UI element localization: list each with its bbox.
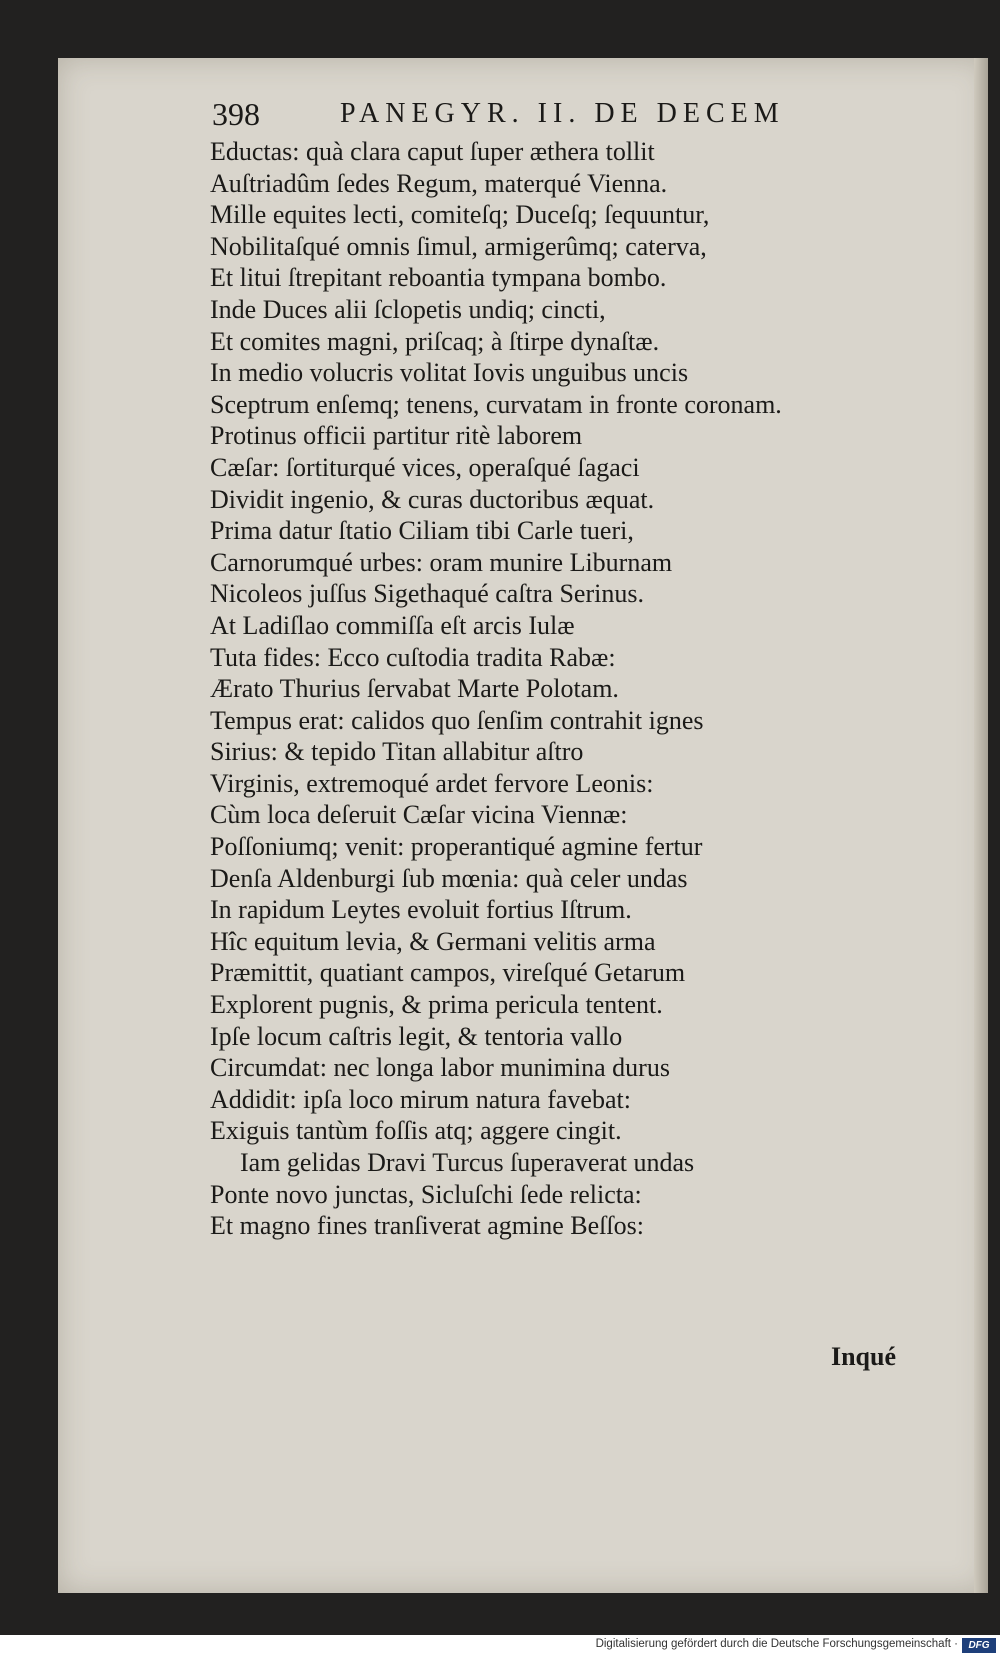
verse-line: Sceptrum enſemq; tenens, curvatam in fronte coronam. xyxy=(210,389,782,419)
page-edge xyxy=(974,58,988,1593)
poem-text xyxy=(210,136,930,1242)
verse-line: Cæſar: ſortiturqué vices, operaſqué ſagaci xyxy=(210,452,640,482)
verse-line: In rapidum Leytes evoluit fortius Iſtrum. xyxy=(210,895,632,925)
verse-line: At Ladiſlao commiſſa eſt arcis Iulæ xyxy=(210,610,575,640)
verse-line: Virginis, extremoqué ardet fervore Leonis: xyxy=(210,768,654,798)
running-title: PANEGYR. II. DE DECEM xyxy=(340,98,785,129)
verse-line: Hîc equitum levia, & Germani velitis arma xyxy=(210,926,656,956)
dfg-logo: DFG xyxy=(962,1638,996,1653)
verse-line: Ponte novo junctas, Sicluſchi ſede relicta: xyxy=(210,1179,642,1209)
verse-line: Denſa Aldenburgi ſub mœnia: quà celer undas xyxy=(210,863,688,893)
verse-line: Nicoleos juſſus Sigethaqué caſtra Serinus. xyxy=(210,579,644,609)
verse-line: Mille equites lecti, comiteſq; Duceſq; ſequuntur, xyxy=(210,200,710,230)
verse-line: Præmittit, quatiant campos, vireſqué Getarum xyxy=(210,958,686,988)
verse-line: Et comites magni, priſcaq; à ſtirpe dynaſtæ. xyxy=(210,326,660,356)
verse-line: Exiguis tantùm foſſis atq; aggere cingit. xyxy=(210,1116,622,1146)
verse-line: Et litui ſtrepitant reboantia tympana bombo. xyxy=(210,263,667,293)
verse-line: Tuta fides: Ecco cuſtodia tradita Rabæ: xyxy=(210,642,616,672)
verse-line: Dividit ingenio, & curas ductoribus æquat. xyxy=(210,484,655,514)
verse-line: In medio volucris volitat Iovis unguibus uncis xyxy=(210,358,689,388)
verse-line: Carnorumqué urbes: oram munire Liburnam xyxy=(210,547,673,577)
verse-line: Sirius: & tepido Titan allabitur aſtro xyxy=(210,737,584,767)
verse-line: Tempus erat: calidos quo ſenſim contrahit ignes xyxy=(210,705,704,735)
verse-line: Cùm loca deſeruit Cæſar vicina Viennæ: xyxy=(210,800,628,830)
verse-line: Ærato Thurius ſervabat Marte Polotam. xyxy=(210,674,619,704)
running-head xyxy=(212,96,852,136)
verse-line: Et magno fines tranſiverat agmine Beſſos: xyxy=(210,1211,644,1241)
verse-line: Iam gelidas Dravi Turcus ſuperaverat undas xyxy=(240,1148,695,1177)
verse-line: Poſſoniumq; venit: properantiqué agmine fertur xyxy=(210,832,703,862)
catchword: Inqué xyxy=(830,1342,896,1371)
verse-line: Auſtriadûm ſedes Regum, materqué Vienna. xyxy=(210,168,668,198)
verse-line: Eductas: quà clara caput ſuper æthera tollit xyxy=(210,137,655,166)
verse-line: Prima datur ſtatio Ciliam tibi Carle tueri, xyxy=(210,516,634,546)
verse-line: Addidit: ipſa loco mirum natura favebat: xyxy=(210,1084,631,1114)
verse-line: Nobilitaſqué omnis ſimul, armigerûmq; caterva, xyxy=(210,231,707,261)
verse-line: Protinus officii partitur ritè laborem xyxy=(210,421,583,451)
verse-line: Ipſe locum caſtris legit, & tentoria vallo xyxy=(210,1021,623,1051)
footer-credit: Digitalisierung gefördert durch die Deutsche Forschungsgemeinschaft · xyxy=(595,1638,958,1650)
verse-line: Explorent pugnis, & prima pericula tentent. xyxy=(210,990,663,1020)
verse-line: Inde Duces alii ſclopetis undiq; cincti, xyxy=(210,294,606,324)
digitization-footer xyxy=(0,1635,1000,1657)
verse-line: Circumdat: nec longa labor munimina durus xyxy=(210,1053,670,1083)
page-number: 398 xyxy=(212,96,260,132)
